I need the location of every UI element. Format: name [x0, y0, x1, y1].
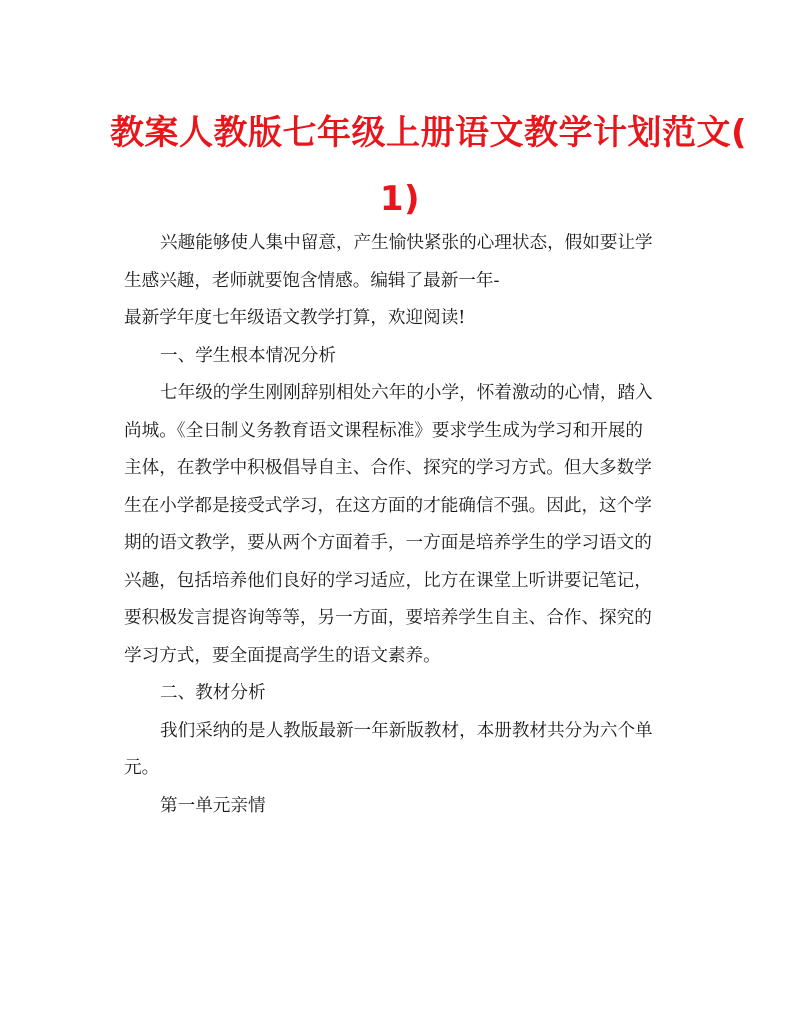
intro-line-2: 生感兴趣，老师就要饱含情感。编辑了最新一年- — [124, 270, 500, 291]
section-2-paragraph — [124, 713, 680, 788]
section-1-line: 兴趣，包括培养他们良好的学习适应，比方在课堂上听讲要记笔记， — [124, 570, 652, 591]
title-line-2: 1) — [379, 179, 421, 219]
section-2-heading-text: 二、教材分析 — [160, 683, 266, 703]
unit-1-heading — [124, 788, 680, 826]
section-1-line: 要积极发言提咨询等等，另一方面，要培养学生自主、合作、探究的 — [124, 608, 652, 628]
section-2-line-1: 我们采纳的是人教版最新一年新版教材，本册教材共分为六个单 — [160, 720, 653, 741]
section-1-line: 期的语文教学，要从两个方面着手，一方面是培养学生的学习语文的 — [124, 533, 652, 553]
section-1-paragraph — [124, 375, 680, 675]
section-2-line-2: 元。 — [124, 758, 160, 778]
intro-line-3: 最新学年度七年级语文教学打算，欢迎阅读! — [124, 308, 466, 328]
document-title — [110, 100, 748, 232]
section-1-heading-text: 一、学生根本情况分析 — [160, 345, 336, 366]
section-1-line: 生在小学都是接受式学习，在这方面的才能确信不强。因此，这个学 — [124, 495, 652, 516]
section-1-line: 主体，在教学中积极倡导自主、合作、探究的学习方式。但大多数学 — [124, 458, 652, 478]
section-1-heading — [124, 338, 680, 376]
section-1-line: 学习方式，要全面提高学生的语文素养。 — [124, 645, 441, 666]
section-2-heading — [124, 675, 680, 713]
title-line-1: 教案人教版七年级上册语文教学计划范文( — [110, 113, 748, 153]
intro-paragraph — [124, 225, 680, 338]
unit-1-heading-text: 第一单元亲情 — [160, 795, 266, 816]
intro-line-1: 兴趣能够使人集中留意，产生愉快紧张的心理状态，假如要让学 — [160, 233, 653, 253]
section-1-line: 尚城。《全日制义务教育语文课程标准》要求学生成为学习和开展的 — [124, 420, 644, 441]
document-body — [124, 225, 680, 825]
section-1-line: 七年级的学生刚刚辞别相处六年的小学，怀着激动的心情，踏入 — [160, 383, 653, 403]
